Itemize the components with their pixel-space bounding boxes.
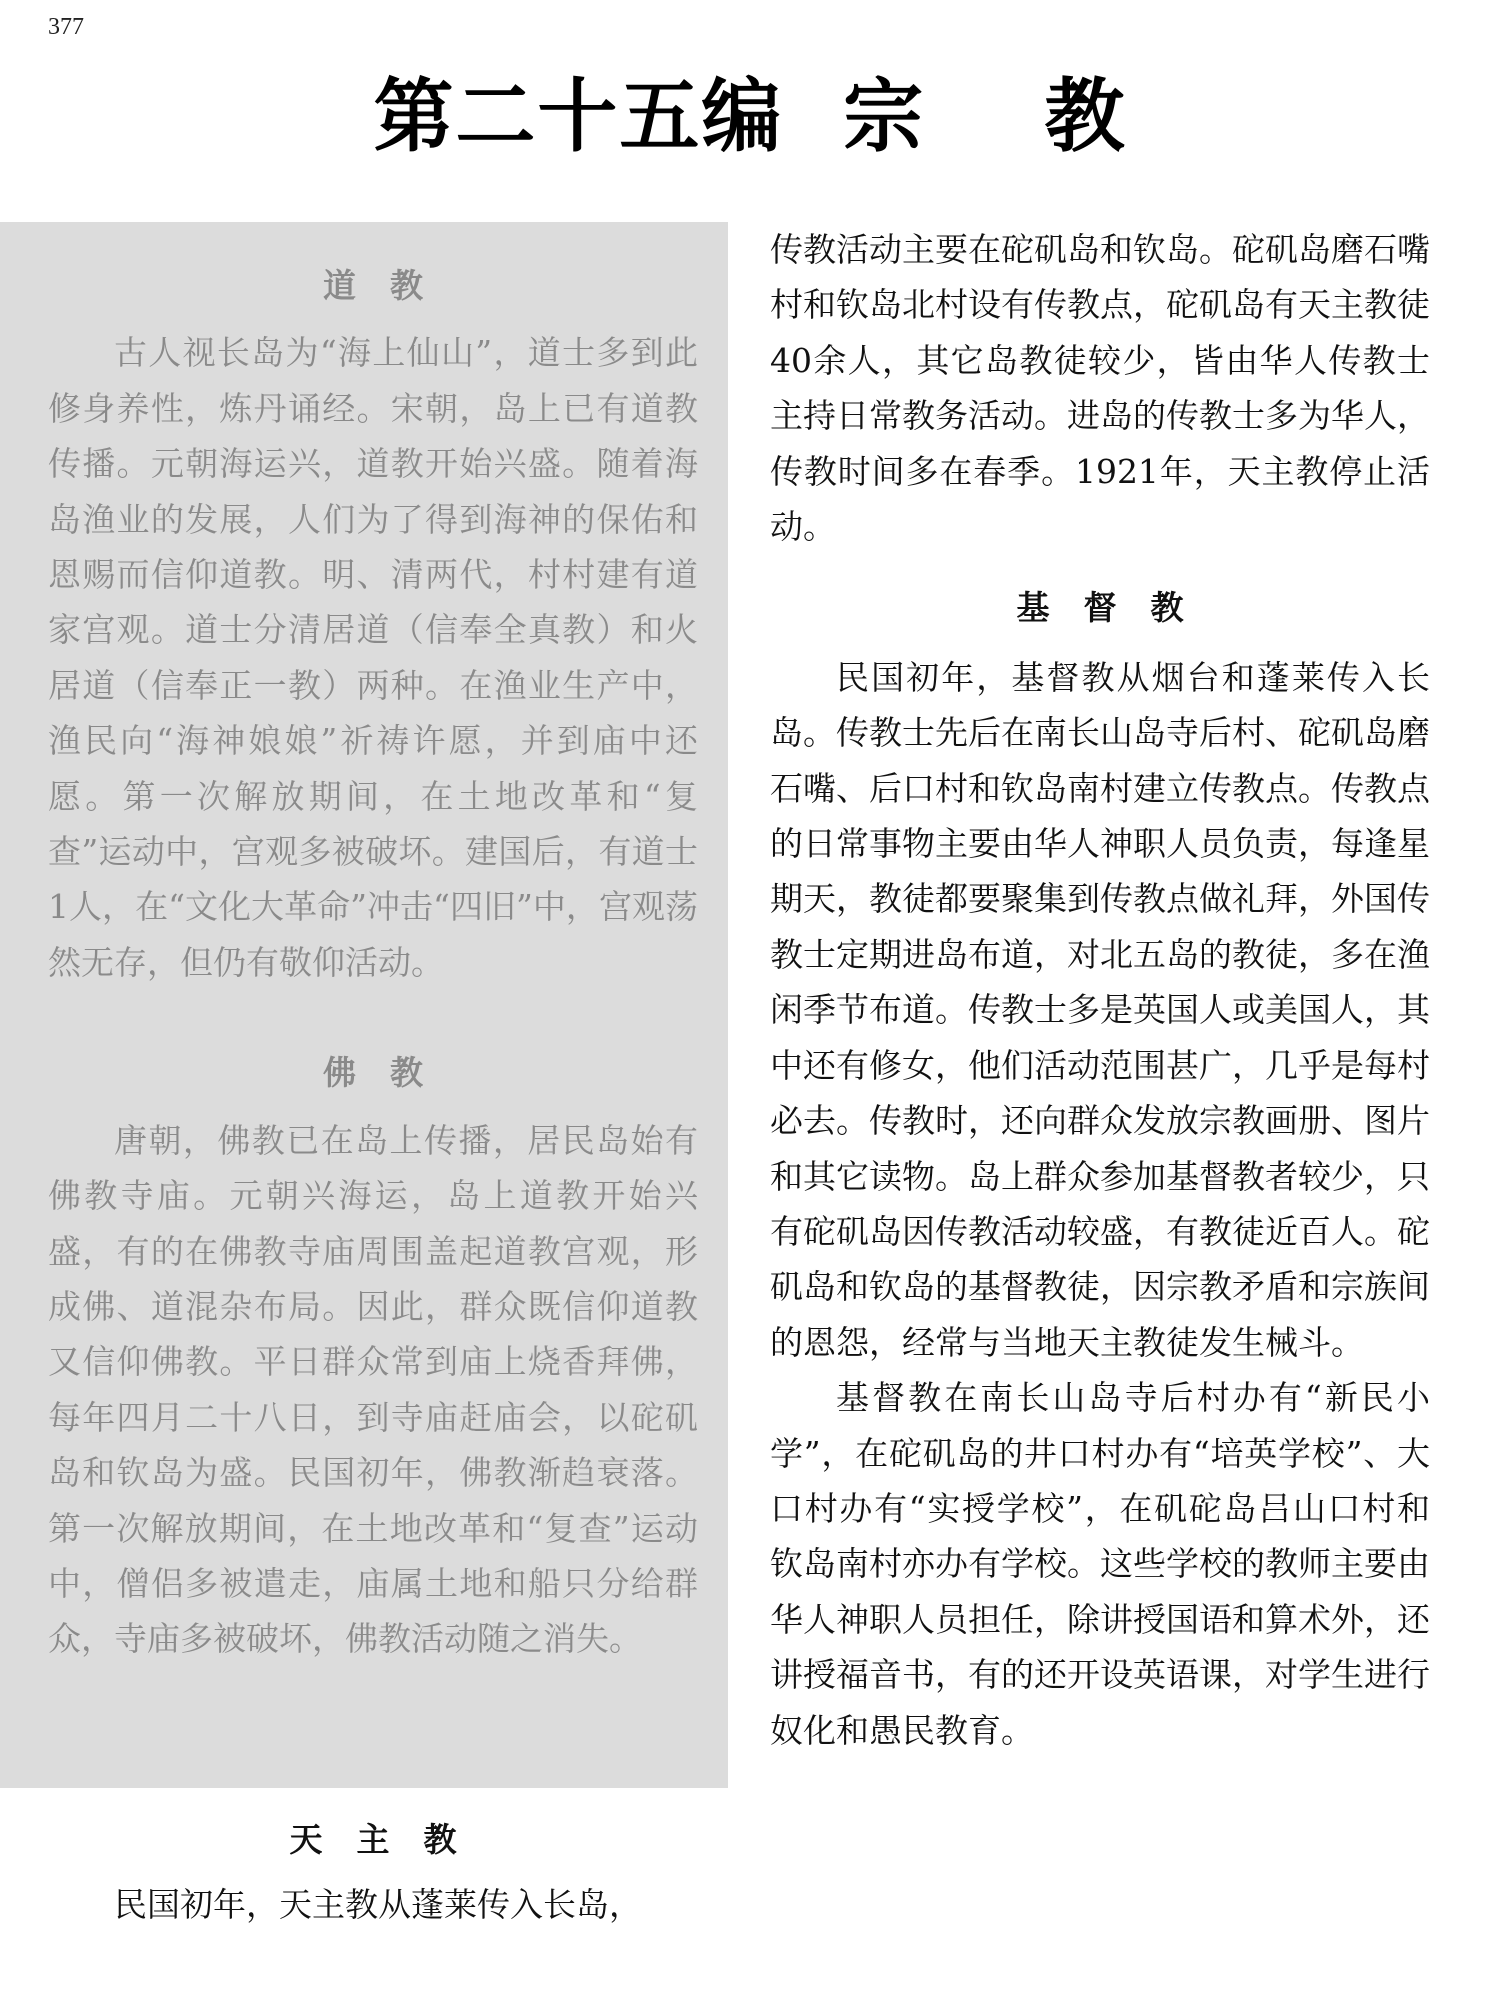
page-number: 377 xyxy=(48,14,84,40)
section-heading-buddhism: 佛教 xyxy=(323,1053,457,1093)
buddhism-paragraph: 唐朝，佛教已在岛上传播，居民岛始有佛教寺庙。元朝兴海运，岛上道教开始兴盛，有的在佛教寺庙周围盖起道教宫观，形成佛、道混杂布局。因此，群众既信仰道教又信仰佛教。平日群众常到庙上烧香拜佛，每年四月二十八日，到寺庙赶庙会，以砣矶岛和钦岛为盛。民国初年，佛教渐趋衰落。第一次解放期间，在土地改革和“复查”运动中，僧侣多被遣走，庙属土地和船只分给群众，寺庙多被破坏，佛教活动随之消失。 xyxy=(48,1120,698,1659)
catholicism-paragraph-continued: 传教活动主要在砣矶岛和钦岛。砣矶岛磨石嘴村和钦岛北村设有传教点，砣矶岛有天主教徒40余人，其它岛教徒较少，皆由华人传教士主持日常教务活动。进岛的传教士多为华人，传教时间多在春季。1921年，天主教停止活动。 xyxy=(770,230,1430,547)
left-column-shaded xyxy=(48,258,698,1667)
taoism-paragraph: 古人视长岛为“海上仙山”，道士多到此修身养性，炼丹诵经。宋朝，岛上已有道教传播。元朝海运兴，道教开始兴盛。随着海岛渔业的发展，人们为了得到海神的保佑和恩赐而信仰道教。明、清两代，村村建有道家宫观。道士分清居道（信奉全真教）和火居道（信奉正一教）两种。在渔业生产中，渔民向“海神娘娘”祈祷许愿，并到庙中还愿。第一次解放期间，在土地改革和“复查”运动中，宫观多被破坏。建国后，有道士1人，在“文化大革命”冲击“四旧”中，宫观荡然无存，但仍有敬仰活动。 xyxy=(48,333,698,982)
christianity-paragraph-1: 民国初年，基督教从烟台和蓬莱传入长岛。传教士先后在南长山岛寺后村、砣矶岛磨石嘴、后口村和钦岛南村建立传教点。传教点的日常事物主要由华人神职人员负责，每逢星期天，教徒都要聚集到传教点做礼拜，外国传教士定期进岛布道，对北五岛的教徒，多在渔闲季节布道。传教士多是英国人或美国人，其中还有修女，他们活动范围甚广，几乎是每村必去。传教时，还向群众发放宗教画册、图片和其它读物。岛上群众参加基督教者较少，只有砣矶岛因传教活动较盛，有教徒近百人。砣矶岛和钦岛的基督教徒，因宗教矛盾和宗族间的恩怨，经常与当地天主教徒发生械斗。 xyxy=(770,657,1430,1362)
section-heading-christianity: 基督教 xyxy=(1016,588,1218,628)
left-column-bottom xyxy=(48,1812,698,1933)
section-heading-taoism: 道教 xyxy=(323,266,457,305)
christianity-paragraph-2: 基督教在南长山岛寺后村办有“新民小学”，在砣矶岛的井口村办有“培英学校”、大口村办有“实授学校”，在矶砣岛吕山口村和钦岛南村亦办有学校。这些学校的教师主要由华人神职人员担任，除讲授国语和算术外，还讲授福音书，有的还开设英语课，对学生进行奴化和愚民教育。 xyxy=(770,1378,1430,1750)
right-column xyxy=(770,222,1430,1758)
catholicism-paragraph-start: 民国初年，天主教从蓬莱传入长岛， xyxy=(114,1885,642,1925)
section-heading-catholicism: 天主教 xyxy=(289,1820,491,1859)
chapter-title: 第二十五编 宗 教 xyxy=(373,69,1127,163)
